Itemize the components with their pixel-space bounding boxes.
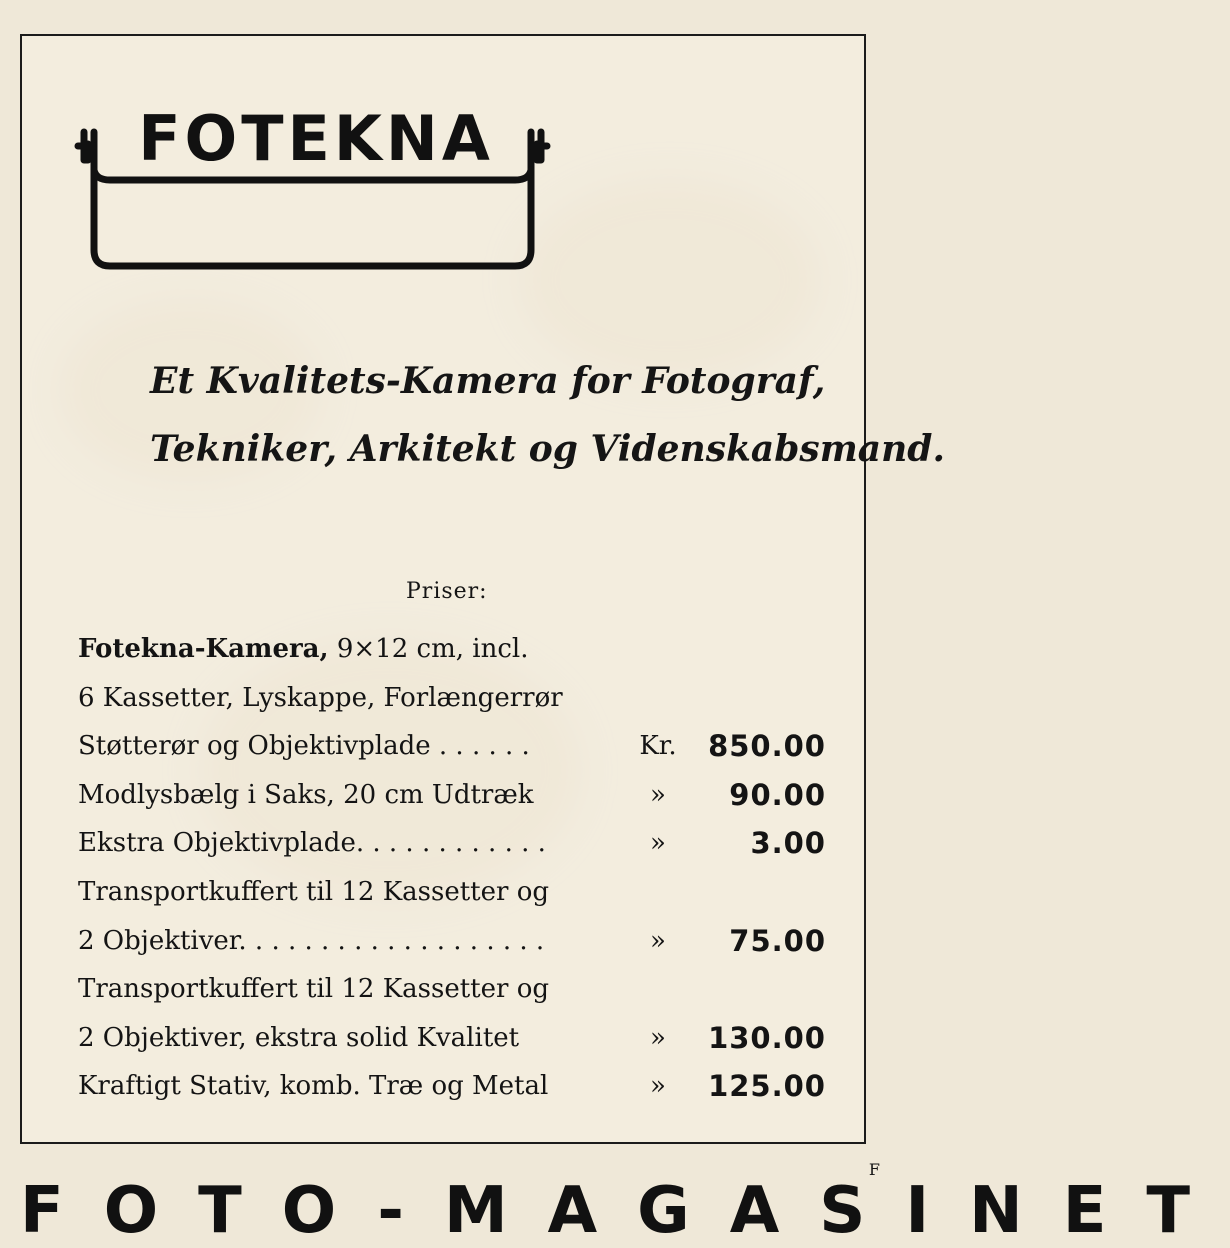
price-description-text: 6 Kassetter, Lyskappe, Forlængerrør <box>78 682 563 713</box>
price-row <box>78 819 838 868</box>
price-currency: » <box>650 779 666 810</box>
price-amount: 850.00 <box>708 729 826 764</box>
price-description <box>78 819 618 867</box>
price-amount: 90.00 <box>729 777 826 812</box>
price-currency: » <box>650 1071 666 1102</box>
price-description-text: Ekstra Objektivplade. . . . . . . . . . . . <box>78 828 546 859</box>
price-currency: » <box>650 925 666 956</box>
price-row <box>78 917 838 966</box>
price-description-text: Transportkuffert til 12 Kassetter og <box>78 974 549 1005</box>
price-description-text: 2 Objektiver, ekstra solid Kvalitet <box>78 1022 520 1053</box>
price-description-text: 2 Objektiver. . . . . . . . . . . . . . . . . . . <box>78 925 545 956</box>
price-row <box>78 771 838 820</box>
price-description <box>78 722 618 770</box>
price-currency: » <box>650 1022 666 1053</box>
price-currency: » <box>650 828 666 859</box>
price-row <box>78 868 838 917</box>
price-description-bold: Fotekna-Kamera, <box>78 634 329 664</box>
price-amount: 125.00 <box>708 1069 826 1104</box>
price-description <box>78 868 618 916</box>
corner-letter: F <box>868 1160 880 1179</box>
price-description <box>78 771 618 819</box>
price-row <box>78 722 838 771</box>
price-row <box>78 625 838 674</box>
price-list <box>78 625 838 1111</box>
prices-heading: Priser: <box>406 579 488 604</box>
price-amount: 3.00 <box>750 826 826 861</box>
price-currency: Kr. <box>639 731 677 762</box>
price-description-text: Støtterør og Objektivplade . . . . . . <box>78 731 530 762</box>
price-description <box>78 965 618 1013</box>
price-description-text: Modlysbælg i Saks, 20 cm Udtræk <box>78 779 534 810</box>
price-description-text: 9×12 cm, incl. <box>328 634 529 664</box>
price-description <box>78 917 618 965</box>
fotekna-logo <box>74 104 551 272</box>
price-description <box>78 625 618 673</box>
price-description-text: Kraftigt Stativ, komb. Træ og Metal <box>78 1071 549 1102</box>
price-description <box>78 1014 618 1062</box>
price-amount: 75.00 <box>729 923 826 958</box>
cut-off-title-text: FOTO-MAGASINET <box>20 1174 1230 1248</box>
brand-name: FOTEKNA <box>138 102 494 175</box>
cut-off-magazine-title <box>20 1160 1230 1248</box>
price-description <box>78 1062 618 1110</box>
price-row <box>78 1014 838 1063</box>
tagline-line-1: Et Kvalitets-Kamera for Fotograf, <box>150 360 826 402</box>
price-description <box>78 674 618 722</box>
price-description-text: Transportkuffert til 12 Kassetter og <box>78 876 549 907</box>
price-row <box>78 674 838 723</box>
price-amount: 130.00 <box>708 1020 826 1055</box>
tagline-line-2: Tekniker, Arkitekt og Videnskabsmand. <box>150 428 945 470</box>
price-row <box>78 965 838 1014</box>
price-row <box>78 1062 838 1111</box>
